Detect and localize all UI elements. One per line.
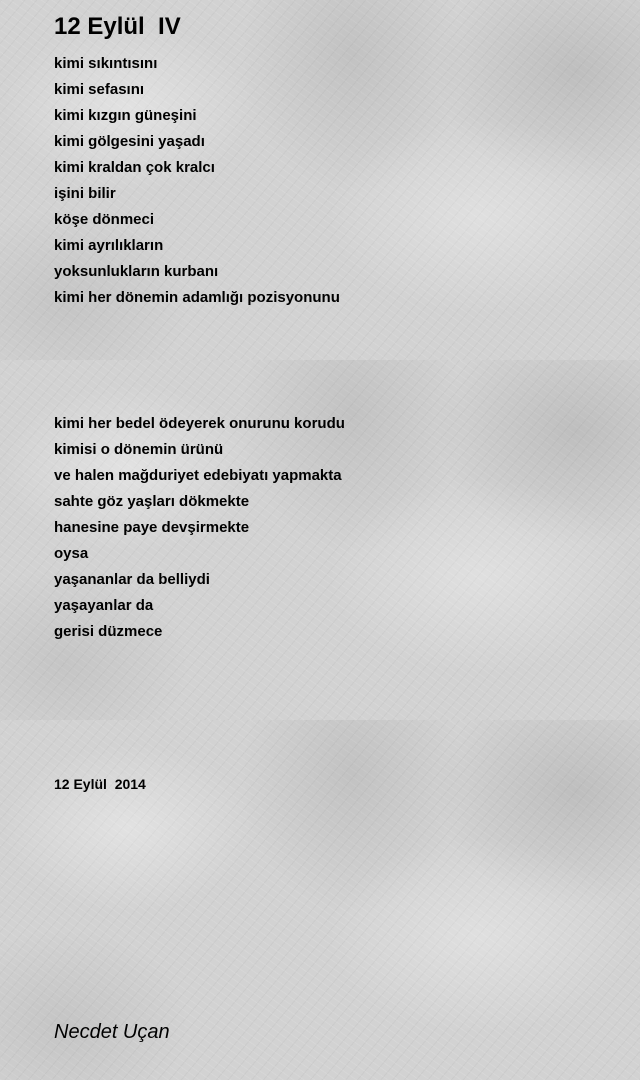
poem-date: 12 Eylül 2014 xyxy=(54,776,146,792)
poem-line: kimisi o dönemin ürünü xyxy=(54,441,224,458)
poem-line: yaşayanlar da xyxy=(54,597,154,614)
poem-line: hanesine paye devşirmekte xyxy=(54,519,250,536)
poem-line: kimi sefasını xyxy=(54,81,145,98)
stanza-1 xyxy=(54,51,340,311)
stanza-2 xyxy=(54,411,345,645)
poem-line: köşe dönmeci xyxy=(54,211,155,228)
poem-line: kimi ayrılıkların xyxy=(54,237,164,254)
poem-line: gerisi düzmece xyxy=(54,623,163,640)
poem-line: yaşananlar da belliydi xyxy=(54,571,210,588)
poem-line: işini bilir xyxy=(54,185,116,202)
poem-line: kimi sıkıntısını xyxy=(54,55,158,72)
poem-line: yoksunlukların kurbanı xyxy=(54,263,219,280)
poem-line: kimi her bedel ödeyerek onurunu korudu xyxy=(54,415,345,432)
poem-line: ve halen mağduriyet edebiyatı yapmakta xyxy=(54,467,342,484)
poem-line: kimi her dönemin adamlığı pozisyonunu xyxy=(54,289,340,306)
poem-line: sahte göz yaşları dökmekte xyxy=(54,493,250,510)
poem-line: kimi kraldan çok kralcı xyxy=(54,159,215,176)
poem-line: oysa xyxy=(54,545,89,562)
poem-title: 12 Eylül IV xyxy=(54,13,181,40)
poem-line: kimi kızgın güneşini xyxy=(54,107,197,124)
poem-line: kimi gölgesini yaşadı xyxy=(54,133,205,150)
poem-author: Necdet Uçan xyxy=(54,1021,170,1043)
